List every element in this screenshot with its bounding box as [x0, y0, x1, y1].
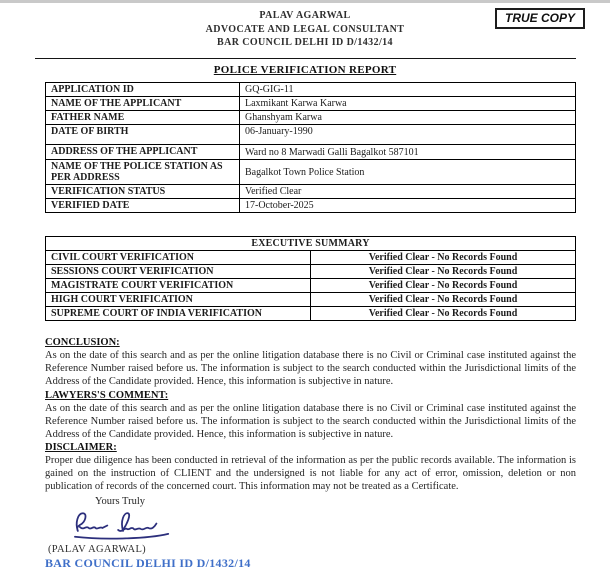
section-heading: LAWYERS'S COMMENT: — [45, 389, 169, 401]
section-body: Proper due diligence has been conducted in retrieval of the information as per the public records available. The information is gained on the instruction of CLIENT and the undersigned is not liable for any act of error, omission, deletion or non publication of records of the concerned court. This information may not be treated as a Certificate. — [45, 455, 576, 492]
summary-label: SESSIONS COURT VERIFICATION — [46, 265, 311, 279]
salutation: Yours Truly — [95, 496, 146, 507]
report-title: POLICE VERIFICATION REPORT — [213, 64, 397, 76]
letterhead-bar-id: BAR COUNCIL DELHI ID D/1432/14 — [217, 37, 393, 48]
summary-value: Verified Clear - No Records Found — [311, 293, 576, 307]
table-row — [46, 251, 576, 265]
table-row — [46, 185, 576, 199]
detail-value: Ward no 8 Marwadi Galli Bagalkot 587101 — [240, 145, 576, 160]
executive-summary-table — [45, 236, 576, 321]
signatory-name: (PALAV AGARWAL) — [48, 544, 146, 555]
signatory-bar-id: BAR COUNCIL DELHI ID D/1432/14 — [45, 556, 251, 570]
summary-label: CIVIL COURT VERIFICATION — [46, 251, 311, 265]
summary-label: MAGISTRATE COURT VERIFICATION — [46, 279, 311, 293]
detail-value: Verified Clear — [240, 185, 576, 199]
closing-block — [45, 496, 345, 571]
table-row — [46, 97, 576, 111]
detail-label: DATE OF BIRTH — [46, 125, 240, 145]
section-heading: CONCLUSION: — [45, 337, 120, 348]
true-copy-stamp: TRUE COPY — [495, 8, 585, 29]
table-row — [46, 125, 576, 145]
detail-label: NAME OF THE APPLICANT — [46, 97, 240, 111]
summary-value: Verified Clear - No Records Found — [311, 279, 576, 293]
section-body: As on the date of this search and as per the online litigation database there is no Civil or Criminal case instituted against the Reference Number raised before us. The information is subject to the search conducted within the Jurisdictional limits of the Address of the Candidate provided. Hence, this information is subjective in nature. — [45, 402, 576, 440]
table-row — [46, 265, 576, 279]
window-top-edge — [0, 0, 610, 3]
table-row — [46, 160, 576, 185]
table-row — [46, 293, 576, 307]
header-divider — [35, 58, 576, 59]
table-row — [46, 111, 576, 125]
detail-label: NAME OF THE POLICE STATION AS PER ADDRESS — [46, 160, 240, 185]
summary-value: Verified Clear - No Records Found — [311, 307, 576, 321]
detail-value: Bagalkot Town Police Station — [240, 160, 576, 185]
text-section — [45, 441, 576, 493]
text-section — [45, 336, 576, 388]
detail-value: GQ-GIG-11 — [240, 83, 576, 97]
table-row — [46, 199, 576, 213]
section-body: As on the date of this search and as per the online litigation database there is no Civil or Criminal case instituted against the Reference Number raised before us. The information is subject to the search conducted within the Jurisdictional limits of the Address of the Candidate provided. Hence, this information is subjective in nature. — [45, 350, 576, 387]
detail-label: VERIFIED DATE — [46, 199, 240, 213]
table-header-row — [46, 237, 576, 251]
text-section — [45, 389, 576, 441]
detail-label: FATHER NAME — [46, 111, 240, 125]
letterhead-name: PALAV AGARWAL — [259, 10, 351, 21]
summary-value: Verified Clear - No Records Found — [311, 251, 576, 265]
table-row — [46, 307, 576, 321]
summary-label: SUPREME COURT OF INDIA VERIFICATION — [46, 307, 311, 321]
detail-value: 17-October-2025 — [240, 199, 576, 213]
table-row — [46, 83, 576, 97]
table-row — [46, 279, 576, 293]
section-heading: DISCLAIMER: — [45, 442, 117, 453]
detail-label: APPLICATION ID — [46, 83, 240, 97]
text-sections — [45, 336, 576, 494]
summary-value: Verified Clear - No Records Found — [311, 265, 576, 279]
summary-label: HIGH COURT VERIFICATION — [46, 293, 311, 307]
executive-summary-heading: EXECUTIVE SUMMARY — [46, 237, 576, 251]
table-row — [46, 145, 576, 160]
detail-value: Ghanshyam Karwa — [240, 111, 576, 125]
detail-label: ADDRESS OF THE APPLICANT — [46, 145, 240, 160]
detail-label: VERIFICATION STATUS — [46, 185, 240, 199]
detail-value: Laxmikant Karwa Karwa — [240, 97, 576, 111]
letterhead-role: ADVOCATE AND LEGAL CONSULTANT — [205, 23, 405, 35]
applicant-details-table — [45, 82, 576, 213]
signature-image — [71, 510, 179, 542]
detail-value: 06-January-1990 — [240, 125, 576, 145]
